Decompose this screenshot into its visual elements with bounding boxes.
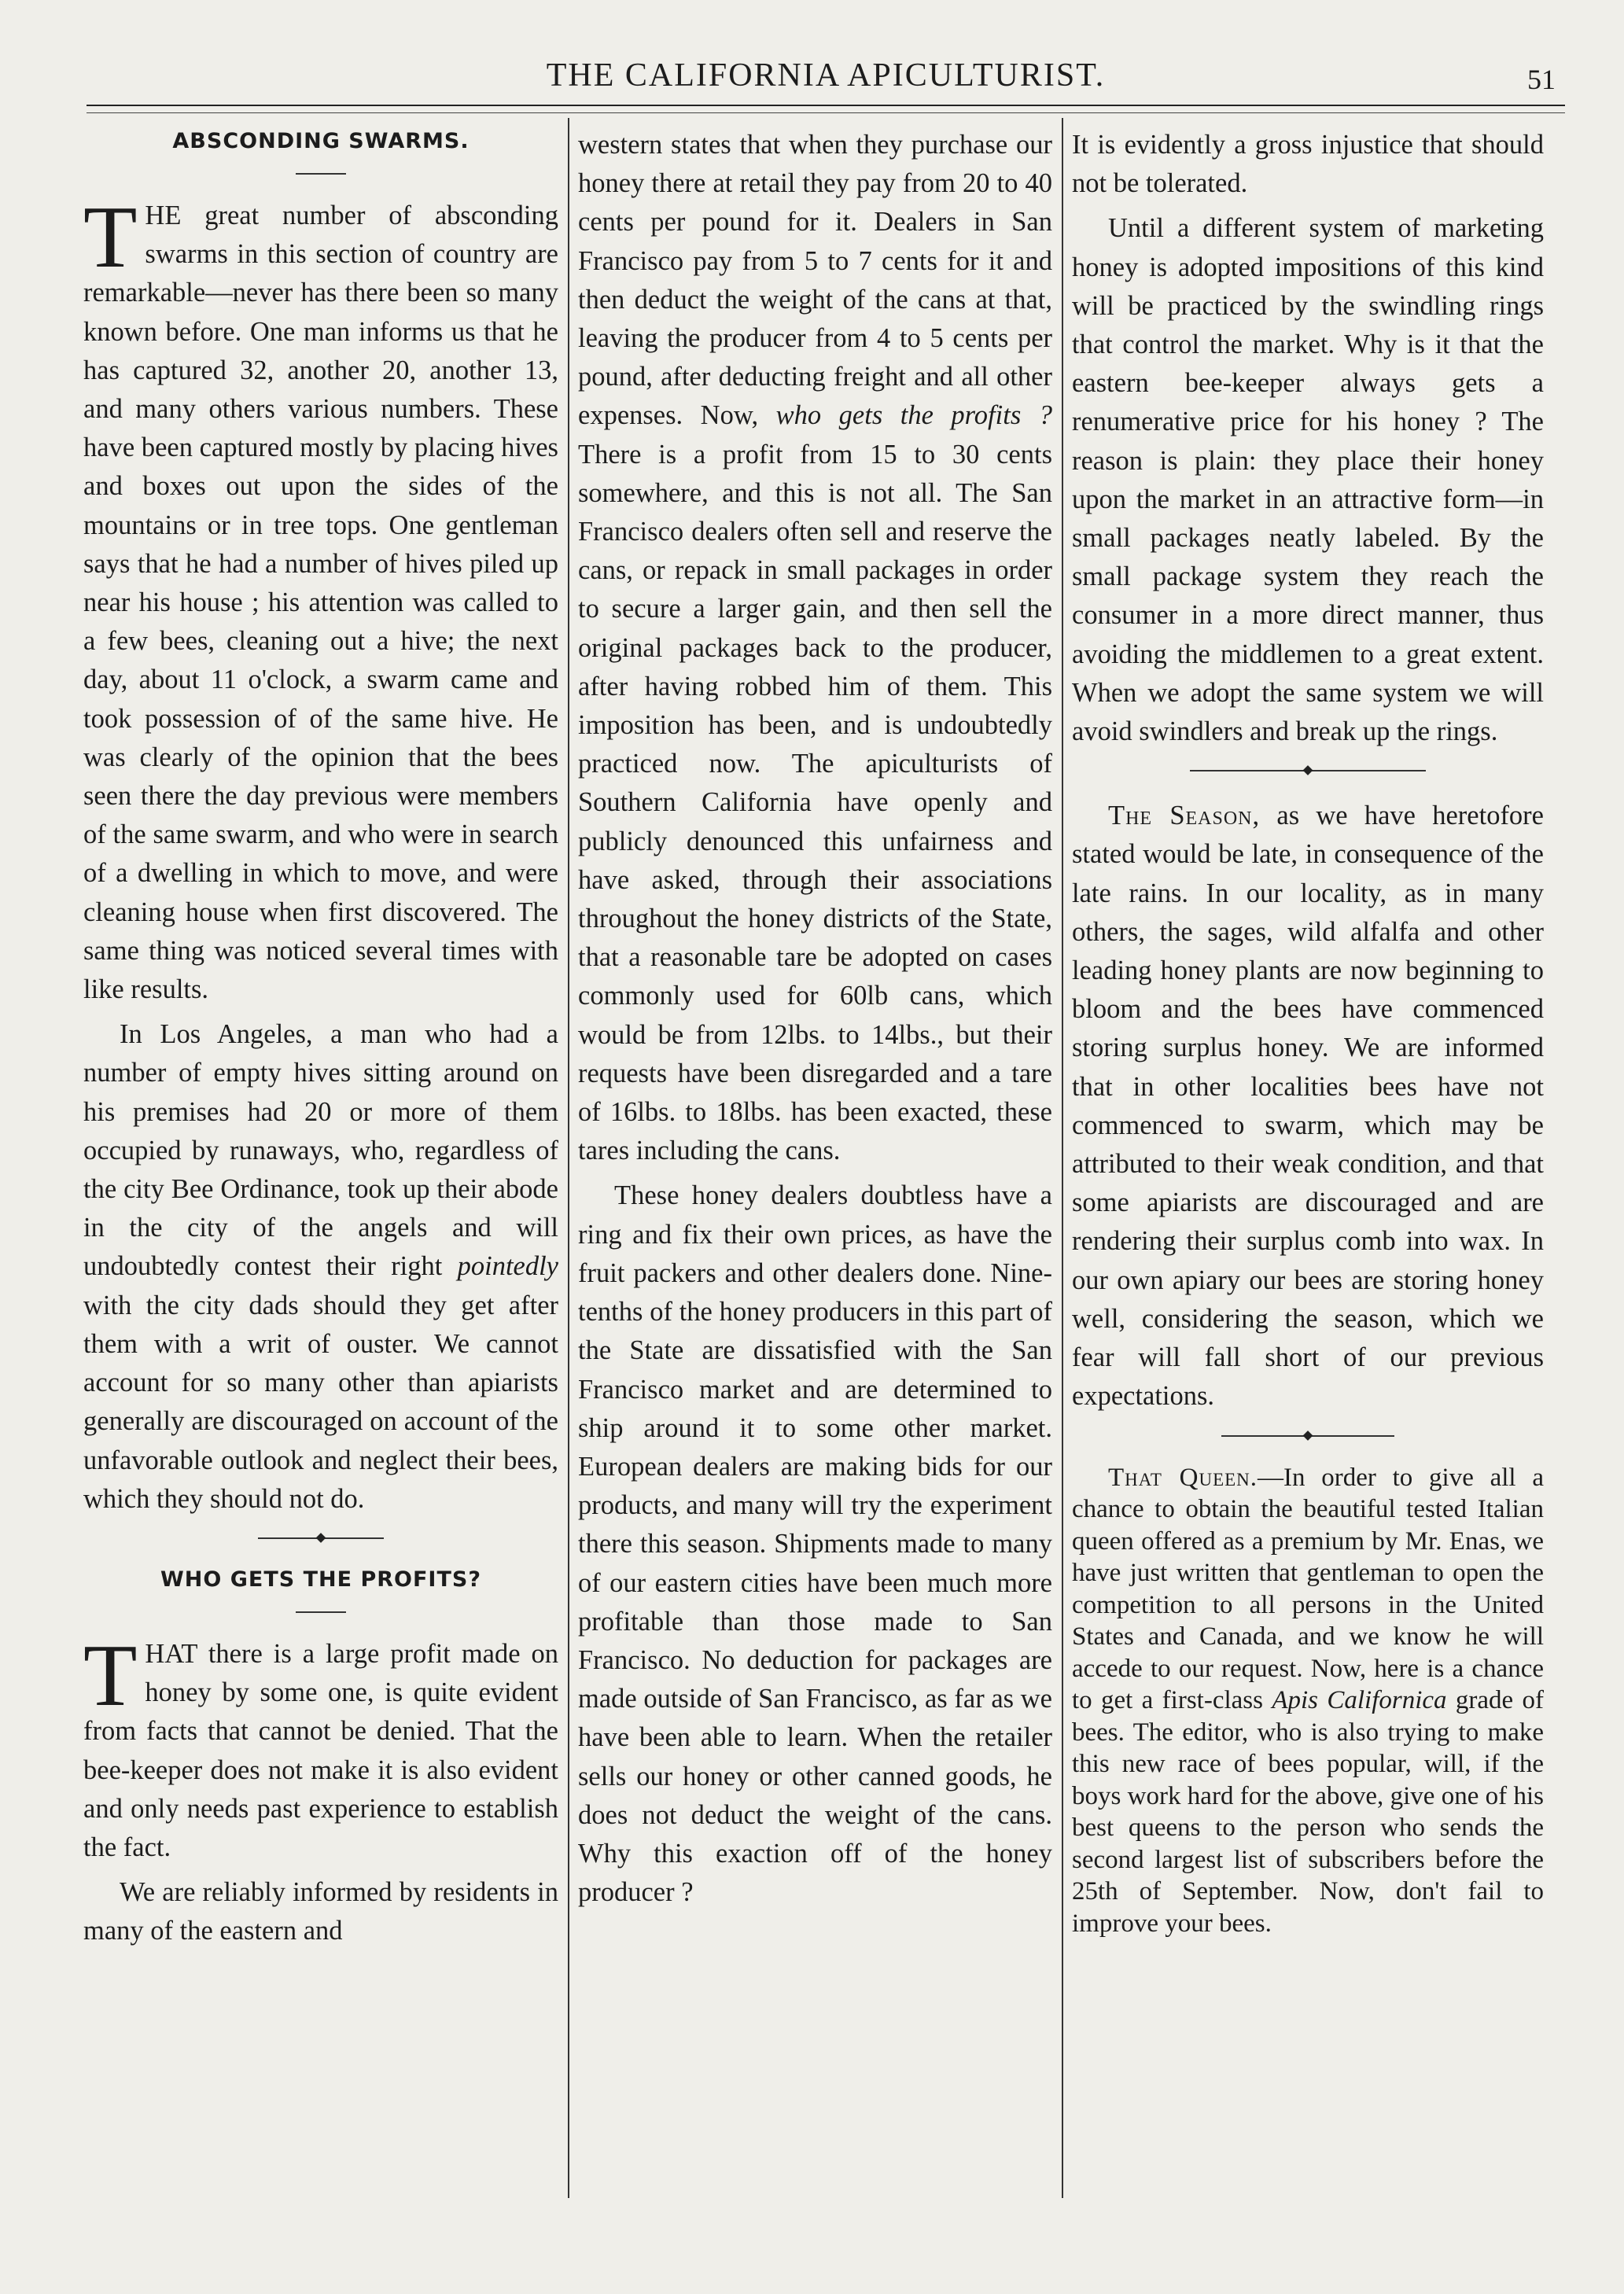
paragraph-text: There is a profit from 15 to 30 cents somewhere, and this is not all. The San Francisco dealers often sell and reserve the cans, or repack in small packages in order to secure a larger gain, and then sell the original packages back to the producer, after having robbed him of them. This imposition has been, and is undoubtedly practiced now. The apiculturists of Southern California have openly and publicly denounced this unfairness and have asked, through their associations throughout the honey districts of the State, that a reasonable tare be adopted on cases commonly used for 60lb cans, which would be from 12lbs. to 14lbs., but their requests have been disregarded and a tare of 16lbs. to 18lbs. has been exacted, these tares including the cans. xyxy=(578,439,1052,1166)
page-header xyxy=(87,49,1565,104)
journal-title: THE CALIFORNIA APICULTURIST. xyxy=(546,57,1106,94)
article-paragraph xyxy=(578,126,1052,1170)
italic-phrase: Apis Californica xyxy=(1272,1686,1447,1714)
article-paragraph xyxy=(83,1626,558,1867)
article-paragraph: These honey dealers doubtless have a ring and fix their own prices, as have the fruit packers and other dealers done. Nine-tenths of the honey producers in this part of the State are dissatisfied with the San Francisco market and are determined to ship around it to some other market. European dealers are making bids for our products, and many will try the experiment there this season. Shipments made to many of our eastern cities have been much more profitable than those made to San Francisco. No deduction for packages are made outside of San Francisco, as far as we have been able to learn. When the retailer sells our honey or other canned goods, he does not deduct the weight of the cans. Why this exaction off of the honey producer ? xyxy=(578,1180,1052,1908)
paragraph-text: HAT there is a large profit made on honey by some one, is quite evident from facts that cannot be denied. That the bee-keeper does not make it is also evident and only needs past experience to establish the fact. xyxy=(83,1638,558,1862)
article-paragraph xyxy=(83,1015,558,1519)
paragraph-text: —In order to give all a chance to obtain the beautiful tested Italian queen offered as a premium by Mr. Enas, we have just written that gentleman to open the competition to all persons in the United States and Canada, and we know he will accede to our request. Now, here is a chance to get a first-class xyxy=(1072,1463,1544,1714)
paragraph-text: western states that when they purchase our honey there at retail they pay from 20 to 40 cents per pound for it. Dealers in San Francisco pay from 5 to 7 cents for it and then deduct the weight of the cans at that, leaving the producer from 4 to 5 cents per pound, after deducting freight and all other expenses. Now, xyxy=(578,130,1052,431)
column-3 xyxy=(1072,126,1544,1939)
drop-cap: T xyxy=(83,1626,138,1725)
drop-cap: T xyxy=(83,189,138,286)
column-divider-left xyxy=(568,118,569,2198)
article-paragraph: It is evidently a gross injustice that should not be tolerated. xyxy=(1072,130,1544,199)
column-1 xyxy=(83,126,558,1951)
section-ornament xyxy=(1190,770,1426,773)
article-paragraph xyxy=(1072,797,1544,1416)
article-paragraph: Until a different system of marketing honey is adopted impositions of this kind will be practiced by the swindling rings that control the market. Why is it that the eastern bee-keeper always gets a renumerative price for his honey ? The reason is plain: they place their honey upon the market in an attractive form—in small packages neatly labeled. By the small package system they reach the consumer in a more direct manner, thus avoiding the middlemen to a great extent. When we adopt the same system we will avoid swindlers and break up the rings. xyxy=(1072,213,1544,747)
column-divider-right xyxy=(1062,118,1063,2198)
page-number: 51 xyxy=(1527,64,1556,95)
lead-in-small-caps: That Queen. xyxy=(1108,1463,1258,1492)
section-ornament xyxy=(258,1537,384,1541)
italic-phrase: who gets the profits ? xyxy=(775,400,1052,431)
paragraph-text: as we have heretofore stated would be late, in consequence of the late rains. In our locality, as in many others, the sages, wild alfalfa and other leading honey plants are now beginning to bloom and the bees have commenced storing surplus honey. We are informed that in other localities bees have not commenced to swarm, which may be attributed to their weak condition, and that some apiarists are discouraged and are rendering their surplus comb into wax. In our own apiary our bees are storing honey well, considering the season, which we fear will fall short of our previous expectations. xyxy=(1072,801,1544,1412)
column-2 xyxy=(578,126,1052,1912)
header-rule xyxy=(87,105,1565,106)
italic-word: pointedly xyxy=(457,1251,558,1282)
article-paragraph xyxy=(1072,1462,1544,1940)
article-paragraph: We are reliably informed by residents in many of the eastern and xyxy=(83,1877,558,1946)
heading-dash xyxy=(296,1611,346,1613)
article-heading-absconding-swarms: ABSCONDING SWARMS. xyxy=(172,129,470,153)
paragraph-text: grade of bees. The editor, who is also trying to make this new race of bees popular, will, if the boys work hard for the above, give one of his best queens to the person who sends the second largest list of subscribers before the 25th of September. Now, don't fail to improve your bees. xyxy=(1072,1686,1545,1938)
paragraph-text: In Los Angeles, a man who had a number of empty hives sitting around on his premises had 20 or more of them occupied by runaways, who, regardless of the city Bee Ordinance, took up their abode in the city of the angels and will undoubtedly contest their right xyxy=(83,1019,558,1282)
lead-in-small-caps: The Season, xyxy=(1108,801,1261,831)
paragraph-text: with the city dads should they get after them with a writ of ouster. We cannot account for so many other than apiarists generally are discouraged on account of the unfavorable outlook and neglect their bees, which they should not do. xyxy=(83,1290,558,1514)
paragraph-text: HE great number of absconding swarms in this section of country are remarkable—never has there been so many known before. One man informs us that he has captured 32, another 20, another 13, and many others various numbers. These have been captured mostly by placing hives and boxes out upon the sides of the mountains or in tree tops. One gentleman says that he had a number of hives piled up near his house ; his attention was called to a few bees, cleaning out a hive; the next day, about 11 o'clock, a swarm came and took possession of of the same hive. He was clearly of the opinion that the bees seen there the day previous were members of the same swarm, and who were in search of a dwelling in which to move, and were cleaning house when first discovered. The same thing was noticed several times with like results. xyxy=(83,201,558,1005)
heading-dash xyxy=(296,173,346,175)
article-heading-who-gets-the-profits: WHO GETS THE PROFITS? xyxy=(160,1567,481,1592)
header-rule-thin xyxy=(87,112,1565,113)
section-ornament xyxy=(1221,1435,1394,1438)
article-paragraph xyxy=(83,189,558,1009)
